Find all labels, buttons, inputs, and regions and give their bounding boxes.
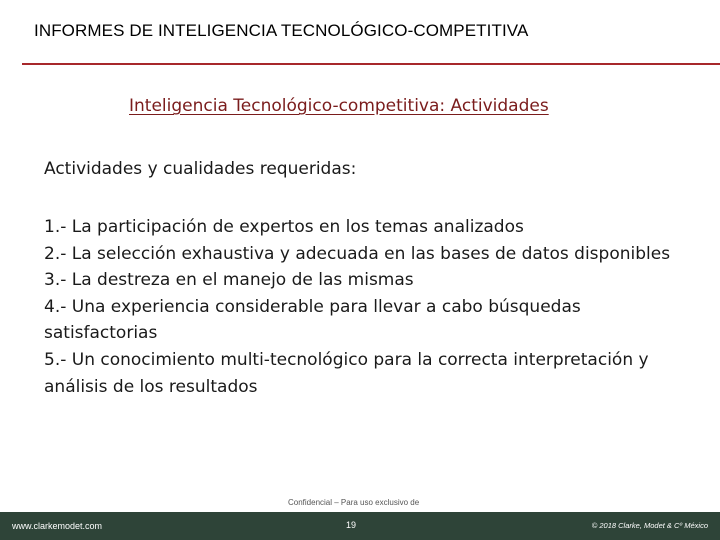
list-item: 2.- La selección exhaustiva y adecuada en las bases de datos disponibles xyxy=(44,243,671,264)
list-item: 4.- Una experiencia considerable para llevar a cabo búsquedas satisfactorias xyxy=(44,296,581,344)
footer-bar xyxy=(0,512,720,540)
copyright-text: © 2018 Clarke, Modet & Cº México xyxy=(591,521,708,530)
slide-subtitle[interactable]: Inteligencia Tecnológico-competitiva: Actividades xyxy=(129,96,549,116)
list-item: 3.- La destreza en el manejo de las mismas xyxy=(44,270,414,291)
activity-list xyxy=(44,214,684,400)
confidential-note: Confidencial – Para uso exclusivo de xyxy=(288,498,420,507)
list-item: 5.- Un conocimiento multi-tecnológico para la correcta interpretación y análisis de los resultados xyxy=(44,349,649,397)
footer-url-link[interactable]: www.clarkemodet.com xyxy=(12,521,103,531)
header-title: INFORMES DE INTELIGENCIA TECNOLÓGICO-COMPETITIVA xyxy=(34,21,529,40)
header-rule xyxy=(22,63,720,65)
list-item: 1.- La participación de expertos en los temas analizados xyxy=(44,217,524,237)
page-number: 19 xyxy=(346,520,357,530)
intro-text: Actividades y cualidades requeridas: xyxy=(44,159,357,179)
